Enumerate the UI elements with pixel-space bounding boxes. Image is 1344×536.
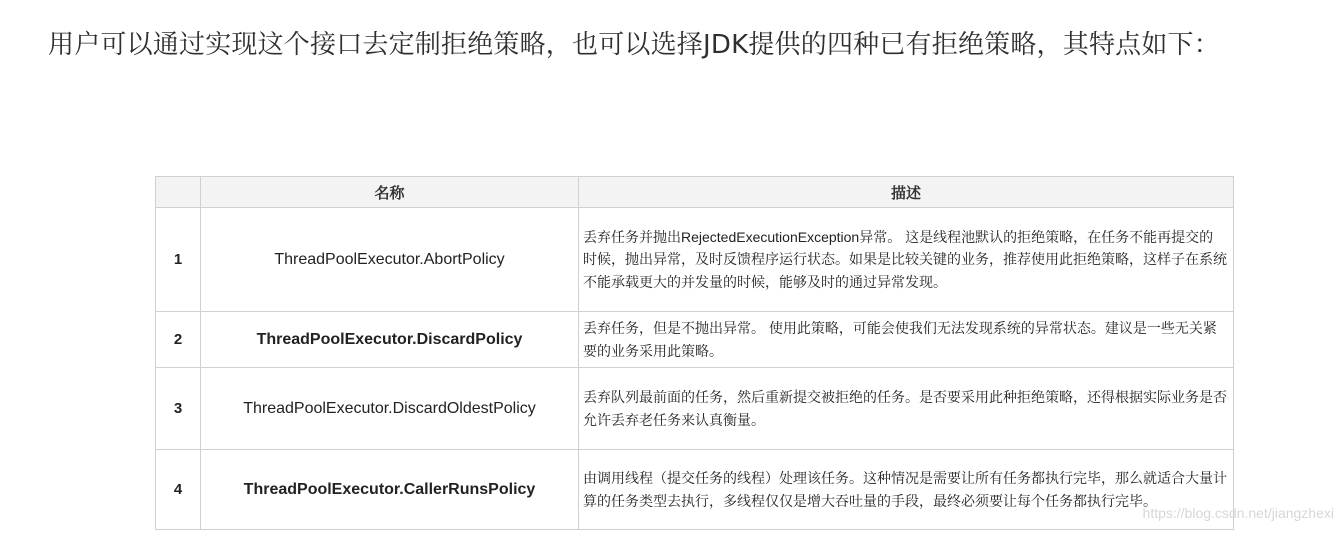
policy-name: ThreadPoolExecutor.DiscardOldestPolicy bbox=[201, 368, 579, 450]
policy-name: ThreadPoolExecutor.AbortPolicy bbox=[201, 208, 579, 312]
policy-name: ThreadPoolExecutor.DiscardPolicy bbox=[201, 312, 579, 368]
table-header-row bbox=[156, 177, 1234, 208]
intro-paragraph: 用户可以通过实现这个接口去定制拒绝策略，也可以选择JDK提供的四种已有拒绝策略，其特点如下： bbox=[48, 30, 1220, 60]
watermark-text: https://blog.csdn.net/jiangzhexi bbox=[1142, 505, 1334, 521]
policy-description: 由调用线程（提交任务的线程）处理该任务。这种情况是需要让所有任务都执行完毕，那么就适合大量计算的任务类型去执行，多线程仅仅是增大吞吐量的手段，最终必须要让每个任务都执行完毕。 bbox=[579, 450, 1234, 530]
policy-description: 丢弃任务并抛出RejectedExecutionException异常。 这是线程池默认的拒绝策略，在任务不能再提交的时候，抛出异常，及时反馈程序运行状态。如果是比较关键的业务，推荐使用此拒绝策略，这样子在系统不能承载更大的并发量的时候，能够及时的通过异常发现。 bbox=[579, 208, 1234, 312]
policy-description: 丢弃队列最前面的任务，然后重新提交被拒绝的任务。是否要采用此种拒绝策略，还得根据实际业务是否允许丢弃老任务来认真衡量。 bbox=[579, 368, 1234, 450]
policy-description: 丢弃任务，但是不抛出异常。 使用此策略，可能会使我们无法发现系统的异常状态。建议是一些无关紧要的业务采用此策略。 bbox=[579, 312, 1234, 368]
row-index: 2 bbox=[156, 312, 201, 368]
row-index: 4 bbox=[156, 450, 201, 530]
table-row bbox=[156, 208, 1234, 312]
row-index: 1 bbox=[156, 208, 201, 312]
policy-name: ThreadPoolExecutor.CallerRunsPolicy bbox=[201, 450, 579, 530]
table-row bbox=[156, 450, 1234, 530]
header-description: 描述 bbox=[579, 177, 1234, 208]
rejection-policy-table bbox=[155, 176, 1234, 530]
rejection-policy-table-container bbox=[155, 176, 1234, 530]
table-row bbox=[156, 368, 1234, 450]
row-index: 3 bbox=[156, 368, 201, 450]
header-name: 名称 bbox=[201, 177, 579, 208]
table-row bbox=[156, 312, 1234, 368]
header-index bbox=[156, 177, 201, 208]
